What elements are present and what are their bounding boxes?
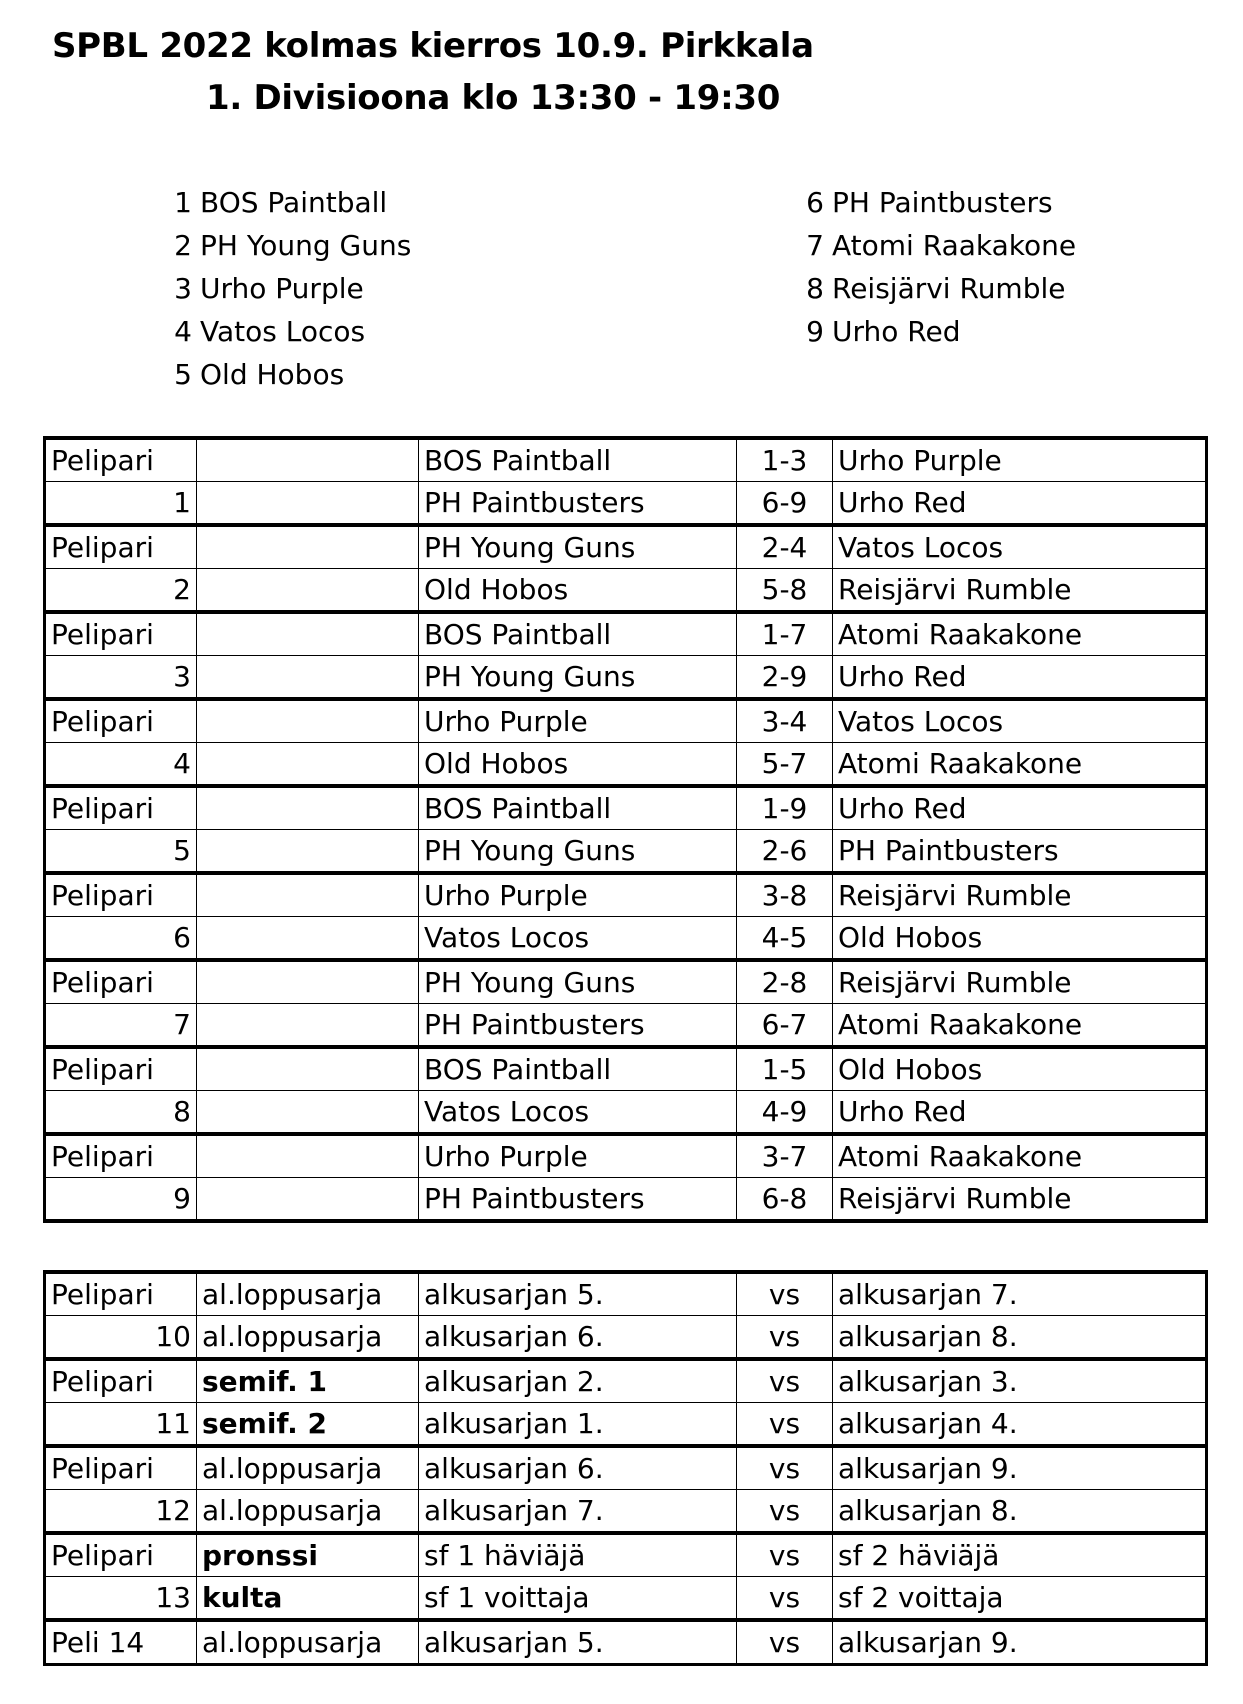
home-team: alkusarjan 5.	[419, 1272, 737, 1316]
home-team: Vatos Locos	[419, 917, 737, 961]
table-row	[45, 1446, 1207, 1490]
match-label: 11	[45, 1403, 197, 1447]
team-entry	[168, 353, 411, 396]
match-label: Pelipari	[45, 525, 197, 569]
team-list-right	[800, 181, 1076, 353]
home-team: Urho Purple	[419, 873, 737, 917]
match-label: Pelipari	[45, 1446, 197, 1490]
match-note: al.loppusarja	[197, 1490, 419, 1534]
table-row	[45, 1490, 1207, 1534]
team-entry	[168, 224, 411, 267]
match-label: 10	[45, 1316, 197, 1360]
away-team: alkusarjan 9.	[833, 1620, 1207, 1665]
team-entry	[800, 310, 1076, 353]
match-note	[197, 1091, 419, 1135]
table-row	[45, 1577, 1207, 1621]
home-team: BOS Paintball	[419, 1047, 737, 1091]
match-note	[197, 1047, 419, 1091]
home-team: Vatos Locos	[419, 1091, 737, 1135]
team-entry	[168, 310, 411, 353]
match-pairing: 6-7	[737, 1004, 833, 1048]
away-team: Reisjärvi Rumble	[833, 1178, 1207, 1222]
page-subtitle: 1. Divisioona klo 13:30 - 19:30	[206, 78, 781, 118]
table-row	[45, 743, 1207, 787]
home-team: BOS Paintball	[419, 438, 737, 482]
table-row	[45, 569, 1207, 613]
team-number: 1	[174, 186, 192, 219]
match-note: al.loppusarja	[197, 1272, 419, 1316]
away-team: alkusarjan 4.	[833, 1403, 1207, 1447]
match-note	[197, 873, 419, 917]
match-label: Pelipari	[45, 438, 197, 482]
page-title: SPBL 2022 kolmas kierros 10.9. Pirkkala	[52, 26, 814, 66]
match-note	[197, 786, 419, 830]
match-pairing: 4-5	[737, 917, 833, 961]
away-team: Old Hobos	[833, 1047, 1207, 1091]
away-team: Atomi Raakakone	[833, 612, 1207, 656]
table-row	[45, 1047, 1207, 1091]
match-pairing: vs	[737, 1577, 833, 1621]
match-note: kulta	[197, 1577, 419, 1621]
match-label: Pelipari	[45, 612, 197, 656]
match-pairing: 3-8	[737, 873, 833, 917]
match-note: semif. 2	[197, 1403, 419, 1447]
table-row	[45, 1178, 1207, 1222]
match-note	[197, 917, 419, 961]
team-number: 9	[806, 315, 824, 348]
home-team: PH Young Guns	[419, 830, 737, 874]
table-row	[45, 1359, 1207, 1403]
home-team: alkusarjan 6.	[419, 1316, 737, 1360]
match-label: 8	[45, 1091, 197, 1135]
match-label: 2	[45, 569, 197, 613]
team-name: Atomi Raakakone	[832, 229, 1077, 262]
team-name: PH Young Guns	[200, 229, 412, 262]
away-team: Atomi Raakakone	[833, 1134, 1207, 1178]
team-entry	[800, 181, 1076, 224]
home-team: PH Young Guns	[419, 656, 737, 700]
match-note	[197, 960, 419, 1004]
away-team: Urho Red	[833, 482, 1207, 526]
home-team: Urho Purple	[419, 1134, 737, 1178]
away-team: alkusarjan 7.	[833, 1272, 1207, 1316]
away-team: Reisjärvi Rumble	[833, 569, 1207, 613]
team-number: 2	[174, 229, 192, 262]
match-label: Peli 14	[45, 1620, 197, 1665]
table-row	[45, 786, 1207, 830]
match-pairing: vs	[737, 1359, 833, 1403]
match-pairing: vs	[737, 1403, 833, 1447]
match-pairing: 6-8	[737, 1178, 833, 1222]
match-label: 4	[45, 743, 197, 787]
match-pairing: 2-9	[737, 656, 833, 700]
table-row	[45, 1533, 1207, 1577]
away-team: Reisjärvi Rumble	[833, 873, 1207, 917]
away-team: sf 2 häviäjä	[833, 1533, 1207, 1577]
table-row	[45, 960, 1207, 1004]
team-number: 5	[174, 358, 192, 391]
team-name: Urho Purple	[200, 272, 364, 305]
match-pairing: vs	[737, 1533, 833, 1577]
match-label: Pelipari	[45, 786, 197, 830]
match-label: Pelipari	[45, 1359, 197, 1403]
match-label: 5	[45, 830, 197, 874]
match-pairing: 3-7	[737, 1134, 833, 1178]
away-team: Vatos Locos	[833, 525, 1207, 569]
match-note	[197, 1004, 419, 1048]
match-note: pronssi	[197, 1533, 419, 1577]
team-entry	[168, 181, 411, 224]
team-number: 3	[174, 272, 192, 305]
home-team: Old Hobos	[419, 569, 737, 613]
match-pairing: 1-7	[737, 612, 833, 656]
team-name: BOS Paintball	[200, 186, 388, 219]
team-number: 8	[806, 272, 824, 305]
table-row	[45, 1091, 1207, 1135]
match-note	[197, 482, 419, 526]
match-note	[197, 699, 419, 743]
home-team: alkusarjan 5.	[419, 1620, 737, 1665]
match-label: Pelipari	[45, 960, 197, 1004]
home-team: alkusarjan 1.	[419, 1403, 737, 1447]
match-pairing: 4-9	[737, 1091, 833, 1135]
match-label: Pelipari	[45, 1533, 197, 1577]
home-team: alkusarjan 6.	[419, 1446, 737, 1490]
match-pairing: 2-4	[737, 525, 833, 569]
away-team: alkusarjan 3.	[833, 1359, 1207, 1403]
match-label: 3	[45, 656, 197, 700]
match-pairing: vs	[737, 1446, 833, 1490]
group-stage-schedule	[43, 436, 1208, 1223]
table-row	[45, 830, 1207, 874]
team-name: Urho Red	[832, 315, 961, 348]
match-pairing: vs	[737, 1490, 833, 1534]
match-note	[197, 1134, 419, 1178]
team-name: PH Paintbusters	[832, 186, 1053, 219]
match-pairing: 6-9	[737, 482, 833, 526]
team-name: Reisjärvi Rumble	[832, 272, 1066, 305]
match-note	[197, 612, 419, 656]
match-note	[197, 525, 419, 569]
home-team: alkusarjan 2.	[419, 1359, 737, 1403]
match-pairing: 1-9	[737, 786, 833, 830]
away-team: Urho Red	[833, 786, 1207, 830]
match-note	[197, 656, 419, 700]
team-number: 7	[806, 229, 824, 262]
away-team: Reisjärvi Rumble	[833, 960, 1207, 1004]
home-team: PH Paintbusters	[419, 482, 737, 526]
table-row	[45, 917, 1207, 961]
away-team: Vatos Locos	[833, 699, 1207, 743]
table-row	[45, 1620, 1207, 1665]
match-label: 7	[45, 1004, 197, 1048]
away-team: Urho Purple	[833, 438, 1207, 482]
home-team: alkusarjan 7.	[419, 1490, 737, 1534]
match-pairing: 5-7	[737, 743, 833, 787]
match-pairing: 1-3	[737, 438, 833, 482]
away-team: Atomi Raakakone	[833, 743, 1207, 787]
match-pairing: 2-6	[737, 830, 833, 874]
home-team: PH Paintbusters	[419, 1004, 737, 1048]
match-label: Pelipari	[45, 1272, 197, 1316]
away-team: PH Paintbusters	[833, 830, 1207, 874]
away-team: alkusarjan 8.	[833, 1316, 1207, 1360]
team-name: Old Hobos	[200, 358, 345, 391]
table-row	[45, 525, 1207, 569]
match-label: 6	[45, 917, 197, 961]
table-row	[45, 1134, 1207, 1178]
match-note	[197, 569, 419, 613]
match-pairing: vs	[737, 1316, 833, 1360]
table-row	[45, 438, 1207, 482]
match-label: 12	[45, 1490, 197, 1534]
match-label: 9	[45, 1178, 197, 1222]
match-note	[197, 1178, 419, 1222]
table-row	[45, 699, 1207, 743]
home-team: PH Young Guns	[419, 525, 737, 569]
away-team: Urho Red	[833, 1091, 1207, 1135]
match-pairing: 3-4	[737, 699, 833, 743]
table-row	[45, 656, 1207, 700]
home-team: sf 1 voittaja	[419, 1577, 737, 1621]
match-note	[197, 830, 419, 874]
away-team: alkusarjan 8.	[833, 1490, 1207, 1534]
away-team: Atomi Raakakone	[833, 1004, 1207, 1048]
team-name: Vatos Locos	[200, 315, 366, 348]
away-team: Urho Red	[833, 656, 1207, 700]
team-entry	[168, 267, 411, 310]
match-pairing: 2-8	[737, 960, 833, 1004]
match-note: semif. 1	[197, 1359, 419, 1403]
playoff-schedule	[43, 1270, 1208, 1666]
home-team: sf 1 häviäjä	[419, 1533, 737, 1577]
away-team: Old Hobos	[833, 917, 1207, 961]
away-team: alkusarjan 9.	[833, 1446, 1207, 1490]
match-label: Pelipari	[45, 1047, 197, 1091]
match-pairing: 1-5	[737, 1047, 833, 1091]
match-note	[197, 438, 419, 482]
match-note: al.loppusarja	[197, 1620, 419, 1665]
home-team: PH Paintbusters	[419, 1178, 737, 1222]
match-label: Pelipari	[45, 873, 197, 917]
home-team: PH Young Guns	[419, 960, 737, 1004]
table-row	[45, 612, 1207, 656]
match-label: Pelipari	[45, 699, 197, 743]
team-entry	[800, 267, 1076, 310]
table-row	[45, 1403, 1207, 1447]
table-row	[45, 1272, 1207, 1316]
match-note: al.loppusarja	[197, 1446, 419, 1490]
team-list-left	[168, 181, 411, 396]
match-pairing: vs	[737, 1620, 833, 1665]
team-entry	[800, 224, 1076, 267]
team-number: 6	[806, 186, 824, 219]
home-team: Urho Purple	[419, 699, 737, 743]
match-pairing: vs	[737, 1272, 833, 1316]
table-row	[45, 482, 1207, 526]
match-label: Pelipari	[45, 1134, 197, 1178]
match-note	[197, 743, 419, 787]
match-pairing: 5-8	[737, 569, 833, 613]
match-label: 1	[45, 482, 197, 526]
home-team: BOS Paintball	[419, 786, 737, 830]
home-team: BOS Paintball	[419, 612, 737, 656]
match-note: al.loppusarja	[197, 1316, 419, 1360]
away-team: sf 2 voittaja	[833, 1577, 1207, 1621]
table-row	[45, 1316, 1207, 1360]
home-team: Old Hobos	[419, 743, 737, 787]
table-row	[45, 873, 1207, 917]
table-row	[45, 1004, 1207, 1048]
match-label: 13	[45, 1577, 197, 1621]
team-number: 4	[174, 315, 192, 348]
